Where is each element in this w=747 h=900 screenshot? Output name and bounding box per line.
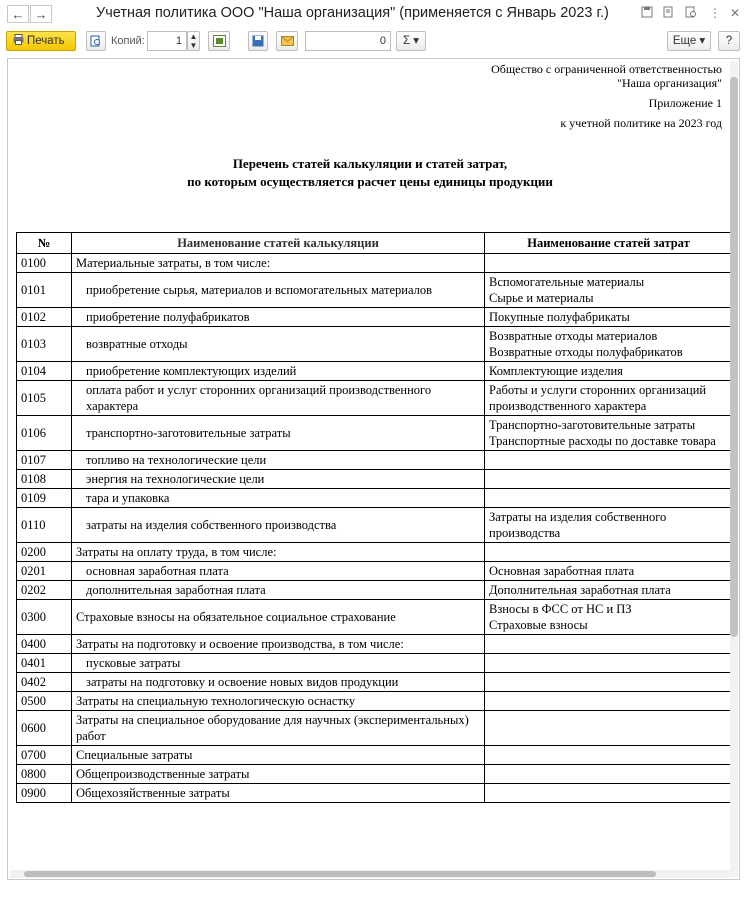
print-label: Печать [27, 35, 65, 47]
calc-item: затраты на изделия собственного производства [72, 508, 485, 543]
calc-item: тара и упаковка [72, 489, 485, 508]
table-row [17, 581, 733, 600]
table-row [17, 489, 733, 508]
cost-item: Основная заработная плата [485, 562, 733, 581]
table-row [17, 362, 733, 381]
row-number: 0109 [17, 489, 72, 508]
cost-item [485, 635, 733, 654]
cost-item: Комплектующие изделия [485, 362, 733, 381]
calc-item: основная заработная плата [72, 562, 485, 581]
calc-item: Общехозяйственные затраты [72, 784, 485, 803]
page-settings-icon [213, 35, 226, 47]
row-number: 0500 [17, 692, 72, 711]
table-row [17, 543, 733, 562]
table-row [17, 416, 733, 451]
cost-item [485, 765, 733, 784]
cost-item [485, 673, 733, 692]
cost-item [485, 654, 733, 673]
cost-item: Работы и услуги сторонних организаций производственного характера [485, 381, 733, 416]
header-calc-items: Наименование статей калькуляции [72, 233, 485, 254]
table-header-row [17, 233, 733, 254]
row-number: 0600 [17, 711, 72, 746]
print-button[interactable] [6, 31, 76, 51]
row-number: 0300 [17, 600, 72, 635]
vertical-scroll-thumb[interactable] [730, 77, 738, 637]
row-number: 0202 [17, 581, 72, 600]
calc-item: Страховые взносы на обязательное социальное страхование [72, 600, 485, 635]
help-button[interactable]: ? [718, 31, 740, 51]
more-button[interactable]: Еще ▾ [667, 31, 711, 51]
table-row [17, 254, 733, 273]
sum-button[interactable]: Σ ▾ [396, 31, 426, 51]
table-row [17, 381, 733, 416]
row-number: 0201 [17, 562, 72, 581]
cost-item: Дополнительная заработная плата [485, 581, 733, 600]
row-number: 0104 [17, 362, 72, 381]
table-row [17, 673, 733, 692]
cost-item [485, 784, 733, 803]
horizontal-scrollbar[interactable] [10, 870, 730, 878]
floppy-icon [252, 35, 264, 47]
row-number: 0800 [17, 765, 72, 784]
cost-item [485, 470, 733, 489]
table-row [17, 711, 733, 746]
document-content [8, 59, 732, 871]
row-number: 0107 [17, 451, 72, 470]
copies-input[interactable]: 1 [147, 31, 187, 51]
calc-item: транспортно-заготовительные затраты [72, 416, 485, 451]
cost-item [485, 711, 733, 746]
calc-item: Специальные затраты [72, 746, 485, 765]
cost-item [485, 692, 733, 711]
cost-item [485, 543, 733, 562]
calc-item: топливо на технологические цели [72, 451, 485, 470]
table-row [17, 562, 733, 581]
print-preview-icon[interactable] [662, 6, 676, 20]
table-row [17, 600, 733, 635]
header-cost-items: Наименование статей затрат [485, 233, 733, 254]
title-line-1: Перечень статей калькуляции и статей затрат, [232, 156, 508, 171]
header-num: № [17, 233, 72, 254]
calc-item: оплата работ и услуг сторонних организаций производственного характера [72, 381, 485, 416]
table-row [17, 470, 733, 489]
row-number: 0102 [17, 308, 72, 327]
calc-item: затраты на подготовку и освоение новых видов продукции [72, 673, 485, 692]
cost-item: Взносы в ФСС от НС и ПЗ Страховые взносы [485, 600, 733, 635]
row-number: 0402 [17, 673, 72, 692]
cost-item: Затраты на изделия собственного производства [485, 508, 733, 543]
cost-item: Возвратные отходы материалов Возвратные отходы полуфабрикатов [485, 327, 733, 362]
calc-item: Затраты на специальное оборудование для научных (экспериментальных) работ [72, 711, 485, 746]
table-row [17, 765, 733, 784]
save-icon[interactable] [640, 6, 654, 20]
forward-button[interactable] [30, 5, 52, 23]
calc-item: дополнительная заработная плата [72, 581, 485, 600]
document-title [8, 155, 732, 191]
close-icon[interactable]: ✕ [729, 6, 741, 20]
cost-item [485, 254, 733, 273]
appendix-label: Приложение 1 [648, 96, 722, 110]
envelope-icon [281, 36, 294, 46]
table-row [17, 784, 733, 803]
calc-item: пусковые затраты [72, 654, 485, 673]
amount-field[interactable]: 0 [305, 31, 391, 51]
row-number: 0700 [17, 746, 72, 765]
back-button[interactable] [7, 5, 29, 23]
calc-item: Материальные затраты, в том числе: [72, 254, 485, 273]
calc-item: Затраты на оплату труда, в том числе: [72, 543, 485, 562]
row-number: 0900 [17, 784, 72, 803]
calc-item: Затраты на специальную технологическую оснастку [72, 692, 485, 711]
calc-item: приобретение комплектующих изделий [72, 362, 485, 381]
stepper-up-icon: ▲ [189, 32, 198, 41]
policy-reference: к учетной политике на 2023 год [560, 116, 722, 130]
stepper-down-icon: ▼ [189, 41, 198, 50]
copies-label: Копий: [111, 35, 145, 47]
cost-items-table [16, 232, 732, 803]
spreadsheet-document[interactable] [7, 58, 740, 880]
row-number: 0400 [17, 635, 72, 654]
table-row [17, 692, 733, 711]
cost-item: Вспомогательные материалы Сырье и материалы [485, 273, 733, 308]
calc-item: Затраты на подготовку и освоение производства, в том числе: [72, 635, 485, 654]
table-row [17, 746, 733, 765]
row-number: 0105 [17, 381, 72, 416]
row-number: 0106 [17, 416, 72, 451]
table-row [17, 635, 733, 654]
cost-item [485, 451, 733, 470]
vertical-scrollbar[interactable] [730, 61, 738, 877]
calc-item: Общепроизводственные затраты [72, 765, 485, 784]
row-number: 0200 [17, 543, 72, 562]
window-title: Учетная политика ООО "Наша организация" (применяется с Январь 2023 г.) [96, 5, 609, 21]
email-button[interactable] [276, 31, 298, 51]
preview-icon [90, 35, 102, 47]
magnifier-icon[interactable] [684, 6, 698, 20]
preview-button[interactable] [86, 31, 106, 51]
row-number: 0108 [17, 470, 72, 489]
row-number: 0100 [17, 254, 72, 273]
copies-stepper[interactable] [187, 31, 200, 51]
table-row [17, 508, 733, 543]
table-row [17, 451, 733, 470]
more-vertical-icon[interactable]: ⋮ [709, 6, 721, 20]
arrow-left-icon: ← [11, 7, 25, 22]
cost-item [485, 746, 733, 765]
toolbar [0, 28, 747, 54]
printer-icon [13, 34, 24, 45]
arrow-right-icon: → [34, 7, 48, 22]
calc-item: энергия на технологические цели [72, 470, 485, 489]
save-button[interactable] [248, 31, 268, 51]
cost-item [485, 489, 733, 508]
org-line-1: Общество с ограниченной ответственностью [491, 62, 722, 76]
title-line-2: по которым осуществляется расчет цены единицы продукции [187, 174, 553, 189]
table-row [17, 273, 733, 308]
table-row [17, 308, 733, 327]
calc-item: приобретение полуфабрикатов [72, 308, 485, 327]
title-bar [0, 0, 747, 28]
settings-button[interactable] [208, 31, 230, 51]
calc-item: возвратные отходы [72, 327, 485, 362]
calc-item: приобретение сырья, материалов и вспомогательных материалов [72, 273, 485, 308]
row-number: 0101 [17, 273, 72, 308]
cost-item: Транспортно-заготовительные затраты Транспортные расходы по доставке товара [485, 416, 733, 451]
horizontal-scroll-thumb[interactable] [24, 871, 656, 877]
table-row [17, 654, 733, 673]
row-number: 0103 [17, 327, 72, 362]
table-row [17, 327, 733, 362]
row-number: 0110 [17, 508, 72, 543]
cost-item: Покупные полуфабрикаты [485, 308, 733, 327]
org-line-2: "Наша организация" [617, 76, 722, 90]
row-number: 0401 [17, 654, 72, 673]
